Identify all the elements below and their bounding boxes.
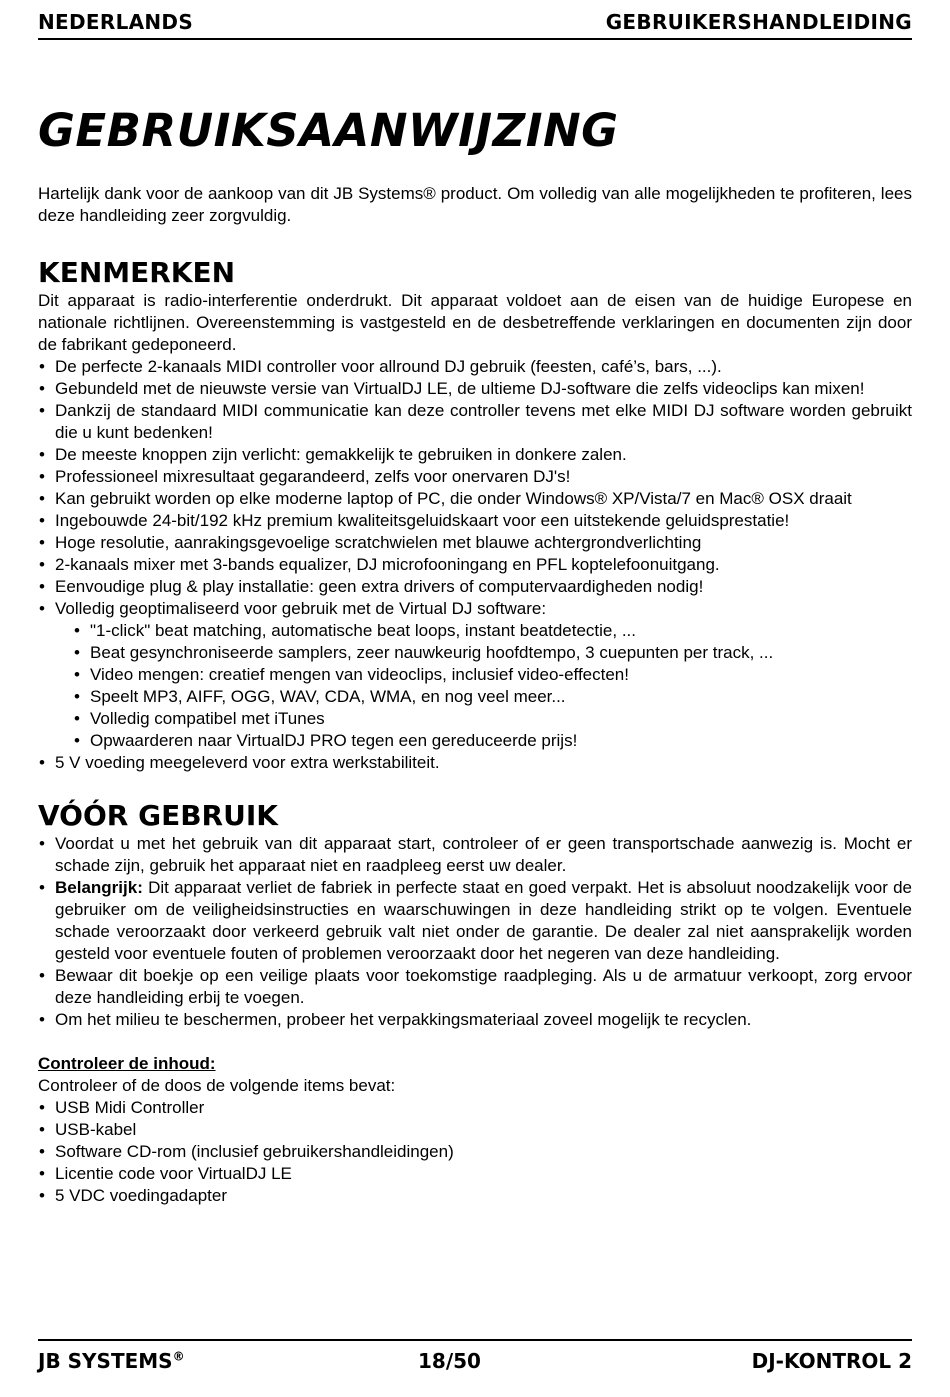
list-item: • Kan gebruikt worden op elke moderne laptop of PC, die onder Windows® XP/Vista/7 en Mac® OSX draait — [38, 488, 912, 510]
features-paragraph: Dit apparaat is radio-interferentie onderdrukt. Dit apparaat voldoet aan de eisen van de huidige Europese en nationale richtlijnen. Overeenstemming is vastgesteld en de desbetreffende verklaringen en documenten zijn door de fabrikant gedeponeerd. — [38, 291, 912, 354]
footer-product: DJ-KONTROL 2 — [751, 1349, 912, 1373]
list-item: • Video mengen: creatief mengen van videoclips, inclusief video-effecten! — [38, 664, 912, 686]
list-item: • Hoge resolutie, aanrakingsgevoelige scratchwielen met blauwe achtergrondverlichting — [38, 532, 912, 554]
list-item: • Volledig compatibel met iTunes — [38, 708, 912, 730]
page-content — [38, 183, 912, 1207]
intro-paragraph: Hartelijk dank voor de aankoop van dit JB Systems® product. Om volledig van alle mogelijkheden te profiteren, lees deze handleiding zeer zorgvuldig. — [38, 184, 912, 225]
list-item: • 5 V voeding meegeleverd voor extra werkstabiliteit. — [38, 752, 912, 774]
list-item: • De meeste knoppen zijn verlicht: gemakkelijk te gebruiken in donkere zalen. — [38, 444, 912, 466]
list-item: • Professioneel mixresultaat gegarandeerd, zelfs voor onervaren DJ's! — [38, 466, 912, 488]
list-item: • Licentie code voor VirtualDJ LE — [38, 1163, 912, 1185]
header-language: NEDERLANDS — [38, 10, 194, 34]
header-document-type: GEBRUIKERSHANDLEIDING — [605, 10, 912, 34]
list-item: • USB Midi Controller — [38, 1097, 912, 1119]
list-item: • Software CD-rom (inclusief gebruikershandleidingen) — [38, 1141, 912, 1163]
list-item: • Dankzij de standaard MIDI communicatie kan deze controller tevens met elke MIDI DJ software worden gebruikt die u kunt bedenken! — [38, 400, 912, 444]
features-heading: KENMERKEN — [38, 256, 236, 289]
list-item: • De perfecte 2-kanaals MIDI controller voor allround DJ gebruik (feesten, café’s, bars, ...). — [38, 356, 912, 378]
registered-mark: ® — [172, 1349, 185, 1364]
contents-intro: Controleer of de doos de volgende items bevat: — [38, 1076, 396, 1095]
list-item: • USB-kabel — [38, 1119, 912, 1141]
page-number: 18/50 — [418, 1349, 481, 1373]
list-item: • Eenvoudige plug & play installatie: geen extra drivers of computervaardigheden nodig! — [38, 576, 912, 598]
list-item: • Bewaar dit boekje op een veilige plaats voor toekomstige raadpleging. Als u de armatuur verkoopt, zorg ervoor deze handleiding erbij te voegen. — [38, 965, 912, 1009]
list-item: • Opwaarderen naar VirtualDJ PRO tegen een gereduceerde prijs! — [38, 730, 912, 752]
list-item: • Gebundeld met de nieuwste versie van VirtualDJ LE, de ultieme DJ-software die zelfs videoclips kan mixen! — [38, 378, 912, 400]
list-item: • Beat gesynchroniseerde samplers, zeer nauwkeurig hoofdtempo, 3 cuepunten per track, ... — [38, 642, 912, 664]
features-list-end — [38, 752, 912, 774]
list-item: • Speelt MP3, AIFF, OGG, WAV, CDA, WMA, en nog veel meer... — [38, 686, 912, 708]
list-item: • Om het milieu te beschermen, probeer het verpakkingsmateriaal zoveel mogelijk te recyclen. — [38, 1009, 912, 1031]
list-item: • "1-click" beat matching, automatische beat loops, instant beatdetectie, ... — [38, 620, 912, 642]
features-list — [38, 356, 912, 620]
page-title: GEBRUIKSAANWIJZING — [38, 104, 619, 157]
before-use-list — [38, 833, 912, 1031]
page-footer — [38, 1339, 912, 1381]
important-text: Dit apparaat verliet de fabriek in perfecte staat en goed verpakt. Het is absoluut noodzakelijk voor de gebruiker om de veiligheidsinstructies en waarschuwingen in deze handleiding strikt op te volgen. Eventuele schade veroorzaakt door verkeerd gebruik valt niet onder de garantie. De dealer zal niet aansprakelijk worden gesteld voor eventuele fouten of problemen veroorzaakt door het negeren van deze handleiding. — [55, 878, 912, 963]
footer-brand: JB SYSTEMS® — [38, 1349, 185, 1373]
list-item: • 2-kanaals mixer met 3-bands equalizer, DJ microfooningang en PFL koptelefoonuitgang. — [38, 554, 912, 576]
before-use-heading: VÓÓR GEBRUIK — [38, 799, 278, 832]
list-item: • Voordat u met het gebruik van dit apparaat start, controleer of er geen transportschade aanwezig is. Mocht er schade zijn, gebruik het apparaat niet en raadpleeg eerst uw dealer. — [38, 833, 912, 877]
list-item: • 5 VDC voedingadapter — [38, 1185, 912, 1207]
important-label: Belangrijk: — [55, 878, 143, 897]
list-item — [38, 877, 912, 965]
list-item: • Ingebouwde 24-bit/192 kHz premium kwaliteitsgeluidskaart voor een uitstekende geluidsprestatie! — [38, 510, 912, 532]
virtualdj-features-sublist — [38, 620, 912, 752]
contents-heading: Controleer de inhoud: — [38, 1054, 216, 1073]
page-header — [38, 8, 912, 40]
contents-list — [38, 1097, 912, 1207]
list-item: • Volledig geoptimaliseerd voor gebruik met de Virtual DJ software: — [38, 598, 912, 620]
